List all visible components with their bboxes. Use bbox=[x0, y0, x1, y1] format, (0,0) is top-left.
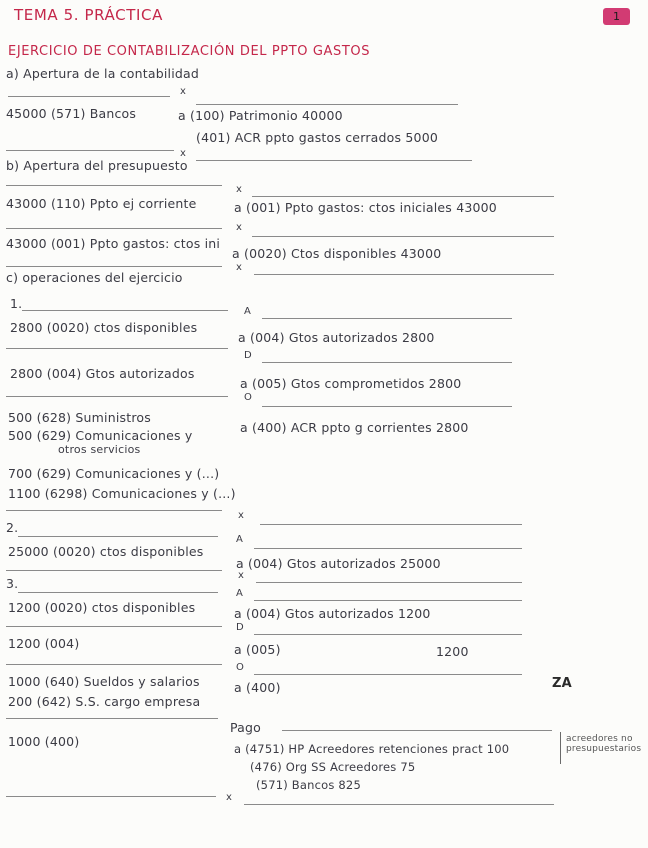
entry-debit: 1200 (004) bbox=[8, 636, 80, 651]
rule bbox=[254, 674, 522, 675]
entry-credit: (476) Org SS Acreedores 75 bbox=[250, 760, 416, 774]
entry-debit: 2800 (0020) ctos disponibles bbox=[10, 320, 198, 335]
phase-mark: O bbox=[244, 392, 253, 403]
rule bbox=[262, 406, 512, 407]
entry-credit: (571) Bancos 825 bbox=[256, 778, 361, 792]
entry-separator-mark: x bbox=[236, 262, 243, 273]
rule bbox=[6, 185, 222, 186]
rule bbox=[262, 362, 512, 363]
entry-separator-mark: x bbox=[238, 570, 245, 581]
entry-debit: 500 (629) Comunicaciones y bbox=[8, 428, 193, 443]
page-number-badge: 1 bbox=[603, 8, 630, 25]
rule bbox=[196, 104, 458, 105]
rule bbox=[6, 718, 218, 719]
rule bbox=[22, 310, 228, 311]
entry-credit: a (4751) HP Acreedores retenciones pract 100 bbox=[234, 742, 510, 756]
entry-credit: a (005) Gtos comprometidos 2800 bbox=[240, 376, 462, 391]
entry-credit: a (100) Patrimonio 40000 bbox=[178, 108, 343, 123]
rule bbox=[6, 396, 228, 397]
rule bbox=[6, 150, 174, 151]
handwritten-scribble: ZA bbox=[552, 676, 572, 691]
section-b-heading: b) Apertura del presupuesto bbox=[6, 158, 188, 173]
operation-number: 3. bbox=[6, 576, 19, 591]
side-note: acreedores no presupuestarios bbox=[566, 734, 642, 754]
entry-credit: a (400) bbox=[234, 680, 281, 695]
entry-debit: 700 (629) Comunicaciones y (...) bbox=[8, 466, 220, 481]
section-c-heading: c) operaciones del ejercicio bbox=[6, 270, 183, 285]
bracket-mark bbox=[560, 732, 562, 764]
rule bbox=[256, 582, 522, 583]
rule bbox=[244, 804, 554, 805]
entry-debit: 45000 (571) Bancos bbox=[6, 106, 137, 121]
rule bbox=[254, 274, 554, 275]
entry-separator-mark: x bbox=[238, 510, 245, 521]
page-title: TEMA 5. PRÁCTICA bbox=[14, 6, 163, 24]
rule bbox=[8, 96, 170, 97]
rule bbox=[18, 536, 218, 537]
entry-debit: 1000 (400) bbox=[8, 734, 80, 749]
rule bbox=[18, 592, 218, 593]
entry-separator-mark: x bbox=[180, 148, 187, 159]
entry-debit-continuation: otros servicios bbox=[58, 443, 141, 456]
entry-credit: a (004) Gtos autorizados 25000 bbox=[236, 556, 441, 571]
entry-debit: 500 (628) Suministros bbox=[8, 410, 151, 425]
entry-separator-mark: x bbox=[236, 184, 243, 195]
rule bbox=[6, 796, 216, 797]
entry-separator-mark: x bbox=[180, 86, 187, 97]
rule bbox=[254, 634, 522, 635]
phase-mark: D bbox=[236, 622, 244, 633]
rule bbox=[196, 160, 472, 161]
phase-mark: O bbox=[236, 662, 245, 673]
rule bbox=[282, 730, 552, 731]
entry-credit: a (400) ACR ppto g corrientes 2800 bbox=[240, 420, 469, 435]
entry-separator-mark: x bbox=[236, 222, 243, 233]
phase-mark: A bbox=[236, 588, 244, 599]
entry-separator-mark: x bbox=[226, 792, 233, 803]
entry-debit: 25000 (0020) ctos disponibles bbox=[8, 544, 204, 559]
rule bbox=[6, 228, 222, 229]
phase-mark: A bbox=[244, 306, 252, 317]
rule bbox=[6, 664, 222, 665]
rule bbox=[252, 236, 554, 237]
entry-credit: a (004) Gtos autorizados 2800 bbox=[238, 330, 435, 345]
payment-label: Pago bbox=[230, 720, 262, 735]
entry-debit: 1100 (6298) Comunicaciones y (...) bbox=[8, 486, 236, 501]
entry-credit: a (004) Gtos autorizados 1200 bbox=[234, 606, 431, 621]
operation-number: 1. bbox=[10, 296, 23, 311]
section-a-heading: a) Apertura de la contabilidad bbox=[6, 66, 200, 81]
rule bbox=[262, 318, 512, 319]
entry-credit: a (001) Ppto gastos: ctos iniciales 43000 bbox=[234, 200, 497, 215]
entry-credit: (401) ACR ppto gastos cerrados 5000 bbox=[196, 130, 438, 145]
rule bbox=[6, 348, 228, 349]
rule bbox=[6, 570, 222, 571]
rule bbox=[252, 196, 554, 197]
rule bbox=[6, 510, 222, 511]
rule bbox=[6, 626, 222, 627]
entry-debit: 2800 (004) Gtos autorizados bbox=[10, 366, 195, 381]
entry-debit: 43000 (001) Ppto gastos: ctos ini bbox=[6, 236, 221, 251]
operation-number: 2. bbox=[6, 520, 19, 535]
rule bbox=[260, 524, 522, 525]
entry-credit: a (0020) Ctos disponibles 43000 bbox=[232, 246, 442, 261]
entry-amount: 1200 bbox=[436, 644, 469, 659]
rule bbox=[6, 266, 222, 267]
entry-debit: 1200 (0020) ctos disponibles bbox=[8, 600, 196, 615]
phase-mark: D bbox=[244, 350, 252, 361]
rule bbox=[254, 600, 522, 601]
entry-debit: 43000 (110) Ppto ej corriente bbox=[6, 196, 197, 211]
entry-debit: 200 (642) S.S. cargo empresa bbox=[8, 694, 201, 709]
phase-mark: A bbox=[236, 534, 244, 545]
exercise-subtitle: EJERCICIO DE CONTABILIZACIÓN DEL PPTO GASTOS bbox=[8, 44, 371, 59]
entry-debit: 1000 (640) Sueldos y salarios bbox=[8, 674, 200, 689]
entry-credit: a (005) bbox=[234, 642, 281, 657]
rule bbox=[254, 548, 522, 549]
